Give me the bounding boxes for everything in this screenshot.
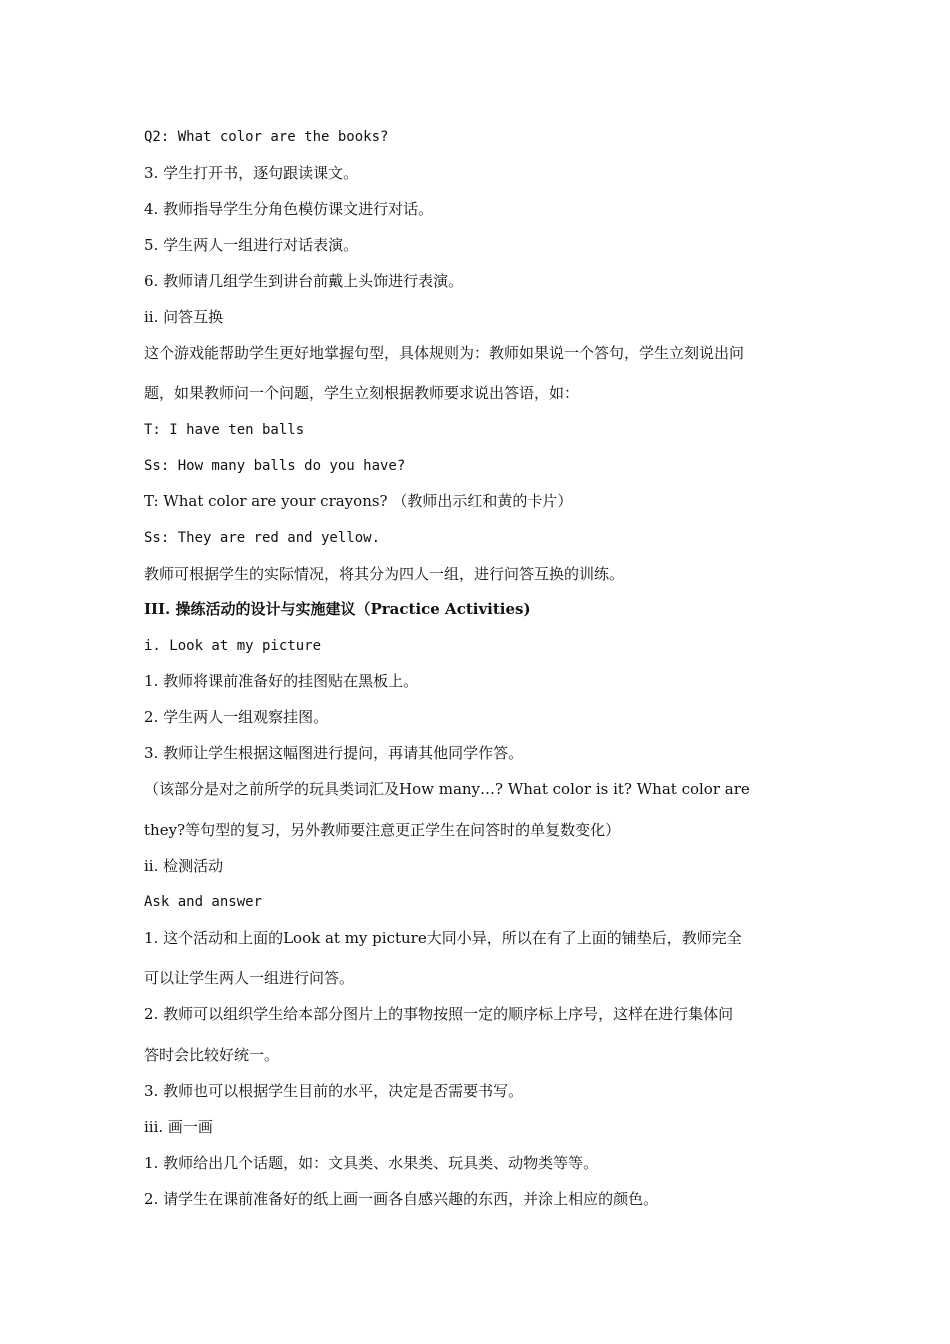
section-title: III. 操练活动的设计与实施建议（Practice Activities) (144, 600, 531, 618)
text-line: Ask and answer (144, 894, 263, 910)
text-line: they?等句型的复习，另外教师要注意更正学生在问答时的单复数变化） (144, 821, 621, 839)
text-line: 6. 教师请几组学生到讲台前戴上头饰进行表演。 (144, 272, 464, 290)
text-line: 2. 教师可以组织学生给本部分图片上的事物按照一定的顺序标上序号，这样在进行集体问 (144, 1005, 734, 1023)
text-line: 题，如果教师问一个问题，学生立刻根据教师要求说出答语，如： (144, 384, 580, 402)
text-line: 5. 学生两人一组进行对话表演。 (144, 236, 359, 254)
text-line: 2. 学生两人一组观察挂图。 (144, 708, 329, 726)
text-line: 1. 教师将课前准备好的挂图贴在黑板上。 (144, 672, 419, 690)
dialogue-line: Ss: How many balls do you have? (144, 458, 406, 474)
section-heading: i. Look at my picture (144, 638, 322, 654)
section-heading: ii. 检测活动 (144, 857, 224, 875)
dialogue-line: T: I have ten balls (144, 422, 305, 438)
text-line: 1. 教师给出几个话题，如：文具类、水果类、玩具类、动物类等等。 (144, 1154, 599, 1172)
text-line: 3. 教师也可以根据学生目前的水平，决定是否需要书写。 (144, 1082, 524, 1100)
section-heading: iii. 画一画 (144, 1118, 213, 1136)
text-line: Q2: What color are the books? (144, 129, 389, 145)
text-line: 2. 请学生在课前准备好的纸上画一画各自感兴趣的东西，并涂上相应的颜色。 (144, 1190, 659, 1208)
text-line: （该部分是对之前所学的玩具类词汇及How many…? What color is it? What color are (144, 780, 750, 798)
text-line: 1. 这个活动和上面的Look at my picture大同小异，所以在有了上面的铺垫后，教师完全 (144, 929, 742, 947)
text-line: 可以让学生两人一组进行问答。 (144, 969, 355, 987)
text-line: 教师可根据学生的实际情况，将其分为四人一组，进行问答互换的训练。 (144, 565, 625, 583)
dialogue-line: T: What color are your crayons? （教师出示红和黄的卡片） (144, 492, 573, 510)
text-line: 答时会比较好统一。 (144, 1046, 280, 1064)
text-line: 3. 教师让学生根据这幅图进行提问，再请其他同学作答。 (144, 744, 524, 762)
text-line: 4. 教师指导学生分角色模仿课文进行对话。 (144, 200, 434, 218)
section-heading: ii. 问答互换 (144, 308, 224, 326)
text-line: 3. 学生打开书，逐句跟读课文。 (144, 164, 359, 182)
dialogue-line: Ss: They are red and yellow. (144, 530, 381, 546)
text-line: 这个游戏能帮助学生更好地掌握句型，具体规则为：教师如果说一个答句，学生立刻说出问 (144, 344, 745, 362)
